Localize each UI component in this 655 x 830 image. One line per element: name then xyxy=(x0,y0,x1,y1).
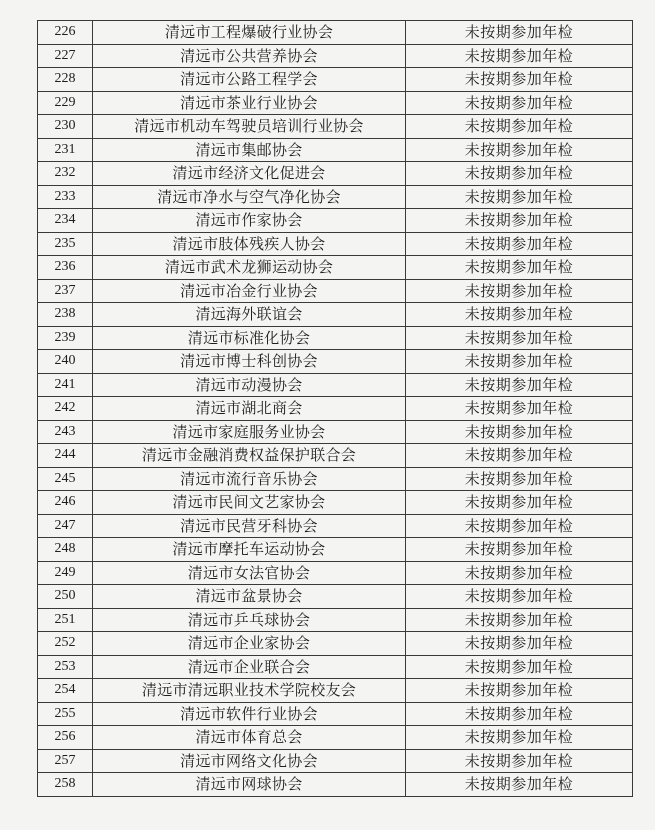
row-number-cell: 231 xyxy=(38,138,93,162)
organization-name-cell: 清远市净水与空气净化协会 xyxy=(93,185,406,209)
table-row xyxy=(38,209,633,233)
status-cell: 未按期参加年检 xyxy=(406,561,633,585)
status-cell: 未按期参加年检 xyxy=(406,585,633,609)
row-number-cell: 240 xyxy=(38,350,93,374)
table-body xyxy=(38,21,633,797)
status-cell: 未按期参加年检 xyxy=(406,303,633,327)
table-row xyxy=(38,679,633,703)
table-row xyxy=(38,373,633,397)
table-row xyxy=(38,350,633,374)
organization-name-cell: 清远市体育总会 xyxy=(93,726,406,750)
row-number-cell: 244 xyxy=(38,444,93,468)
table-row xyxy=(38,91,633,115)
row-number-cell: 245 xyxy=(38,467,93,491)
row-number-cell: 238 xyxy=(38,303,93,327)
organization-name-cell: 清远市企业联合会 xyxy=(93,655,406,679)
status-cell: 未按期参加年检 xyxy=(406,44,633,68)
table-row xyxy=(38,232,633,256)
row-number-cell: 250 xyxy=(38,585,93,609)
organization-name-cell: 清远市冶金行业协会 xyxy=(93,279,406,303)
table-row xyxy=(38,749,633,773)
row-number-cell: 256 xyxy=(38,726,93,750)
row-number-cell: 248 xyxy=(38,538,93,562)
table-row xyxy=(38,162,633,186)
table-row xyxy=(38,303,633,327)
row-number-cell: 230 xyxy=(38,115,93,139)
row-number-cell: 227 xyxy=(38,44,93,68)
table-row xyxy=(38,538,633,562)
organization-name-cell: 清远市武术龙狮运动协会 xyxy=(93,256,406,280)
organization-name-cell: 清远市民间文艺家协会 xyxy=(93,491,406,515)
organization-name-cell: 清远市标准化协会 xyxy=(93,326,406,350)
table-row xyxy=(38,44,633,68)
row-number-cell: 236 xyxy=(38,256,93,280)
status-cell: 未按期参加年检 xyxy=(406,702,633,726)
status-cell: 未按期参加年检 xyxy=(406,138,633,162)
table-row xyxy=(38,726,633,750)
table-row xyxy=(38,68,633,92)
row-number-cell: 239 xyxy=(38,326,93,350)
organization-name-cell: 清远市民营牙科协会 xyxy=(93,514,406,538)
table-row xyxy=(38,444,633,468)
row-number-cell: 242 xyxy=(38,397,93,421)
organization-name-cell: 清远市博士科创协会 xyxy=(93,350,406,374)
table-row xyxy=(38,702,633,726)
row-number-cell: 243 xyxy=(38,420,93,444)
organization-name-cell: 清远市动漫协会 xyxy=(93,373,406,397)
status-cell: 未按期参加年检 xyxy=(406,209,633,233)
organization-name-cell: 清远海外联谊会 xyxy=(93,303,406,327)
row-number-cell: 255 xyxy=(38,702,93,726)
table-row xyxy=(38,138,633,162)
status-cell: 未按期参加年检 xyxy=(406,726,633,750)
organization-name-cell: 清远市软件行业协会 xyxy=(93,702,406,726)
table-row xyxy=(38,21,633,45)
table-row xyxy=(38,632,633,656)
status-cell: 未按期参加年检 xyxy=(406,749,633,773)
status-cell: 未按期参加年检 xyxy=(406,608,633,632)
row-number-cell: 235 xyxy=(38,232,93,256)
organization-name-cell: 清远市作家协会 xyxy=(93,209,406,233)
organization-name-cell: 清远市清远职业技术学院校友会 xyxy=(93,679,406,703)
row-number-cell: 254 xyxy=(38,679,93,703)
table-row xyxy=(38,420,633,444)
organization-name-cell: 清远市茶业行业协会 xyxy=(93,91,406,115)
organization-name-cell: 清远市女法官协会 xyxy=(93,561,406,585)
organization-name-cell: 清远市集邮协会 xyxy=(93,138,406,162)
status-cell: 未按期参加年检 xyxy=(406,773,633,797)
status-cell: 未按期参加年检 xyxy=(406,68,633,92)
table-row xyxy=(38,514,633,538)
organization-name-cell: 清远市工程爆破行业协会 xyxy=(93,21,406,45)
organization-name-cell: 清远市网球协会 xyxy=(93,773,406,797)
status-cell: 未按期参加年检 xyxy=(406,514,633,538)
status-cell: 未按期参加年检 xyxy=(406,256,633,280)
row-number-cell: 233 xyxy=(38,185,93,209)
status-cell: 未按期参加年检 xyxy=(406,632,633,656)
table-row xyxy=(38,561,633,585)
status-cell: 未按期参加年检 xyxy=(406,538,633,562)
status-cell: 未按期参加年检 xyxy=(406,21,633,45)
row-number-cell: 246 xyxy=(38,491,93,515)
organization-name-cell: 清远市湖北商会 xyxy=(93,397,406,421)
table-row xyxy=(38,491,633,515)
row-number-cell: 234 xyxy=(38,209,93,233)
row-number-cell: 226 xyxy=(38,21,93,45)
table-row xyxy=(38,608,633,632)
status-cell: 未按期参加年检 xyxy=(406,444,633,468)
status-cell: 未按期参加年检 xyxy=(406,491,633,515)
row-number-cell: 257 xyxy=(38,749,93,773)
organization-name-cell: 清远市乒乓球协会 xyxy=(93,608,406,632)
organization-name-cell: 清远市肢体残疾人协会 xyxy=(93,232,406,256)
row-number-cell: 249 xyxy=(38,561,93,585)
organization-name-cell: 清远市公共营养协会 xyxy=(93,44,406,68)
status-cell: 未按期参加年检 xyxy=(406,373,633,397)
table-row xyxy=(38,279,633,303)
row-number-cell: 247 xyxy=(38,514,93,538)
organization-name-cell: 清远市机动车驾驶员培训行业协会 xyxy=(93,115,406,139)
organization-name-cell: 清远市摩托车运动协会 xyxy=(93,538,406,562)
organization-name-cell: 清远市公路工程学会 xyxy=(93,68,406,92)
status-cell: 未按期参加年检 xyxy=(406,397,633,421)
organization-name-cell: 清远市流行音乐协会 xyxy=(93,467,406,491)
organization-name-cell: 清远市经济文化促进会 xyxy=(93,162,406,186)
organization-name-cell: 清远市盆景协会 xyxy=(93,585,406,609)
organization-name-cell: 清远市企业家协会 xyxy=(93,632,406,656)
row-number-cell: 232 xyxy=(38,162,93,186)
organization-name-cell: 清远市网络文化协会 xyxy=(93,749,406,773)
table-row xyxy=(38,185,633,209)
table-row xyxy=(38,773,633,797)
organization-table xyxy=(37,20,633,797)
row-number-cell: 241 xyxy=(38,373,93,397)
status-cell: 未按期参加年检 xyxy=(406,115,633,139)
table-row xyxy=(38,256,633,280)
status-cell: 未按期参加年检 xyxy=(406,232,633,256)
status-cell: 未按期参加年检 xyxy=(406,467,633,491)
row-number-cell: 229 xyxy=(38,91,93,115)
status-cell: 未按期参加年检 xyxy=(406,655,633,679)
row-number-cell: 252 xyxy=(38,632,93,656)
row-number-cell: 228 xyxy=(38,68,93,92)
status-cell: 未按期参加年检 xyxy=(406,279,633,303)
status-cell: 未按期参加年检 xyxy=(406,162,633,186)
table-row xyxy=(38,115,633,139)
row-number-cell: 253 xyxy=(38,655,93,679)
row-number-cell: 258 xyxy=(38,773,93,797)
table-row xyxy=(38,326,633,350)
row-number-cell: 251 xyxy=(38,608,93,632)
status-cell: 未按期参加年检 xyxy=(406,420,633,444)
table-row xyxy=(38,467,633,491)
row-number-cell: 237 xyxy=(38,279,93,303)
status-cell: 未按期参加年检 xyxy=(406,350,633,374)
status-cell: 未按期参加年检 xyxy=(406,185,633,209)
status-cell: 未按期参加年检 xyxy=(406,326,633,350)
organization-name-cell: 清远市家庭服务业协会 xyxy=(93,420,406,444)
organization-name-cell: 清远市金融消费权益保护联合会 xyxy=(93,444,406,468)
status-cell: 未按期参加年检 xyxy=(406,679,633,703)
table-row xyxy=(38,655,633,679)
table-row xyxy=(38,397,633,421)
status-cell: 未按期参加年检 xyxy=(406,91,633,115)
table-row xyxy=(38,585,633,609)
